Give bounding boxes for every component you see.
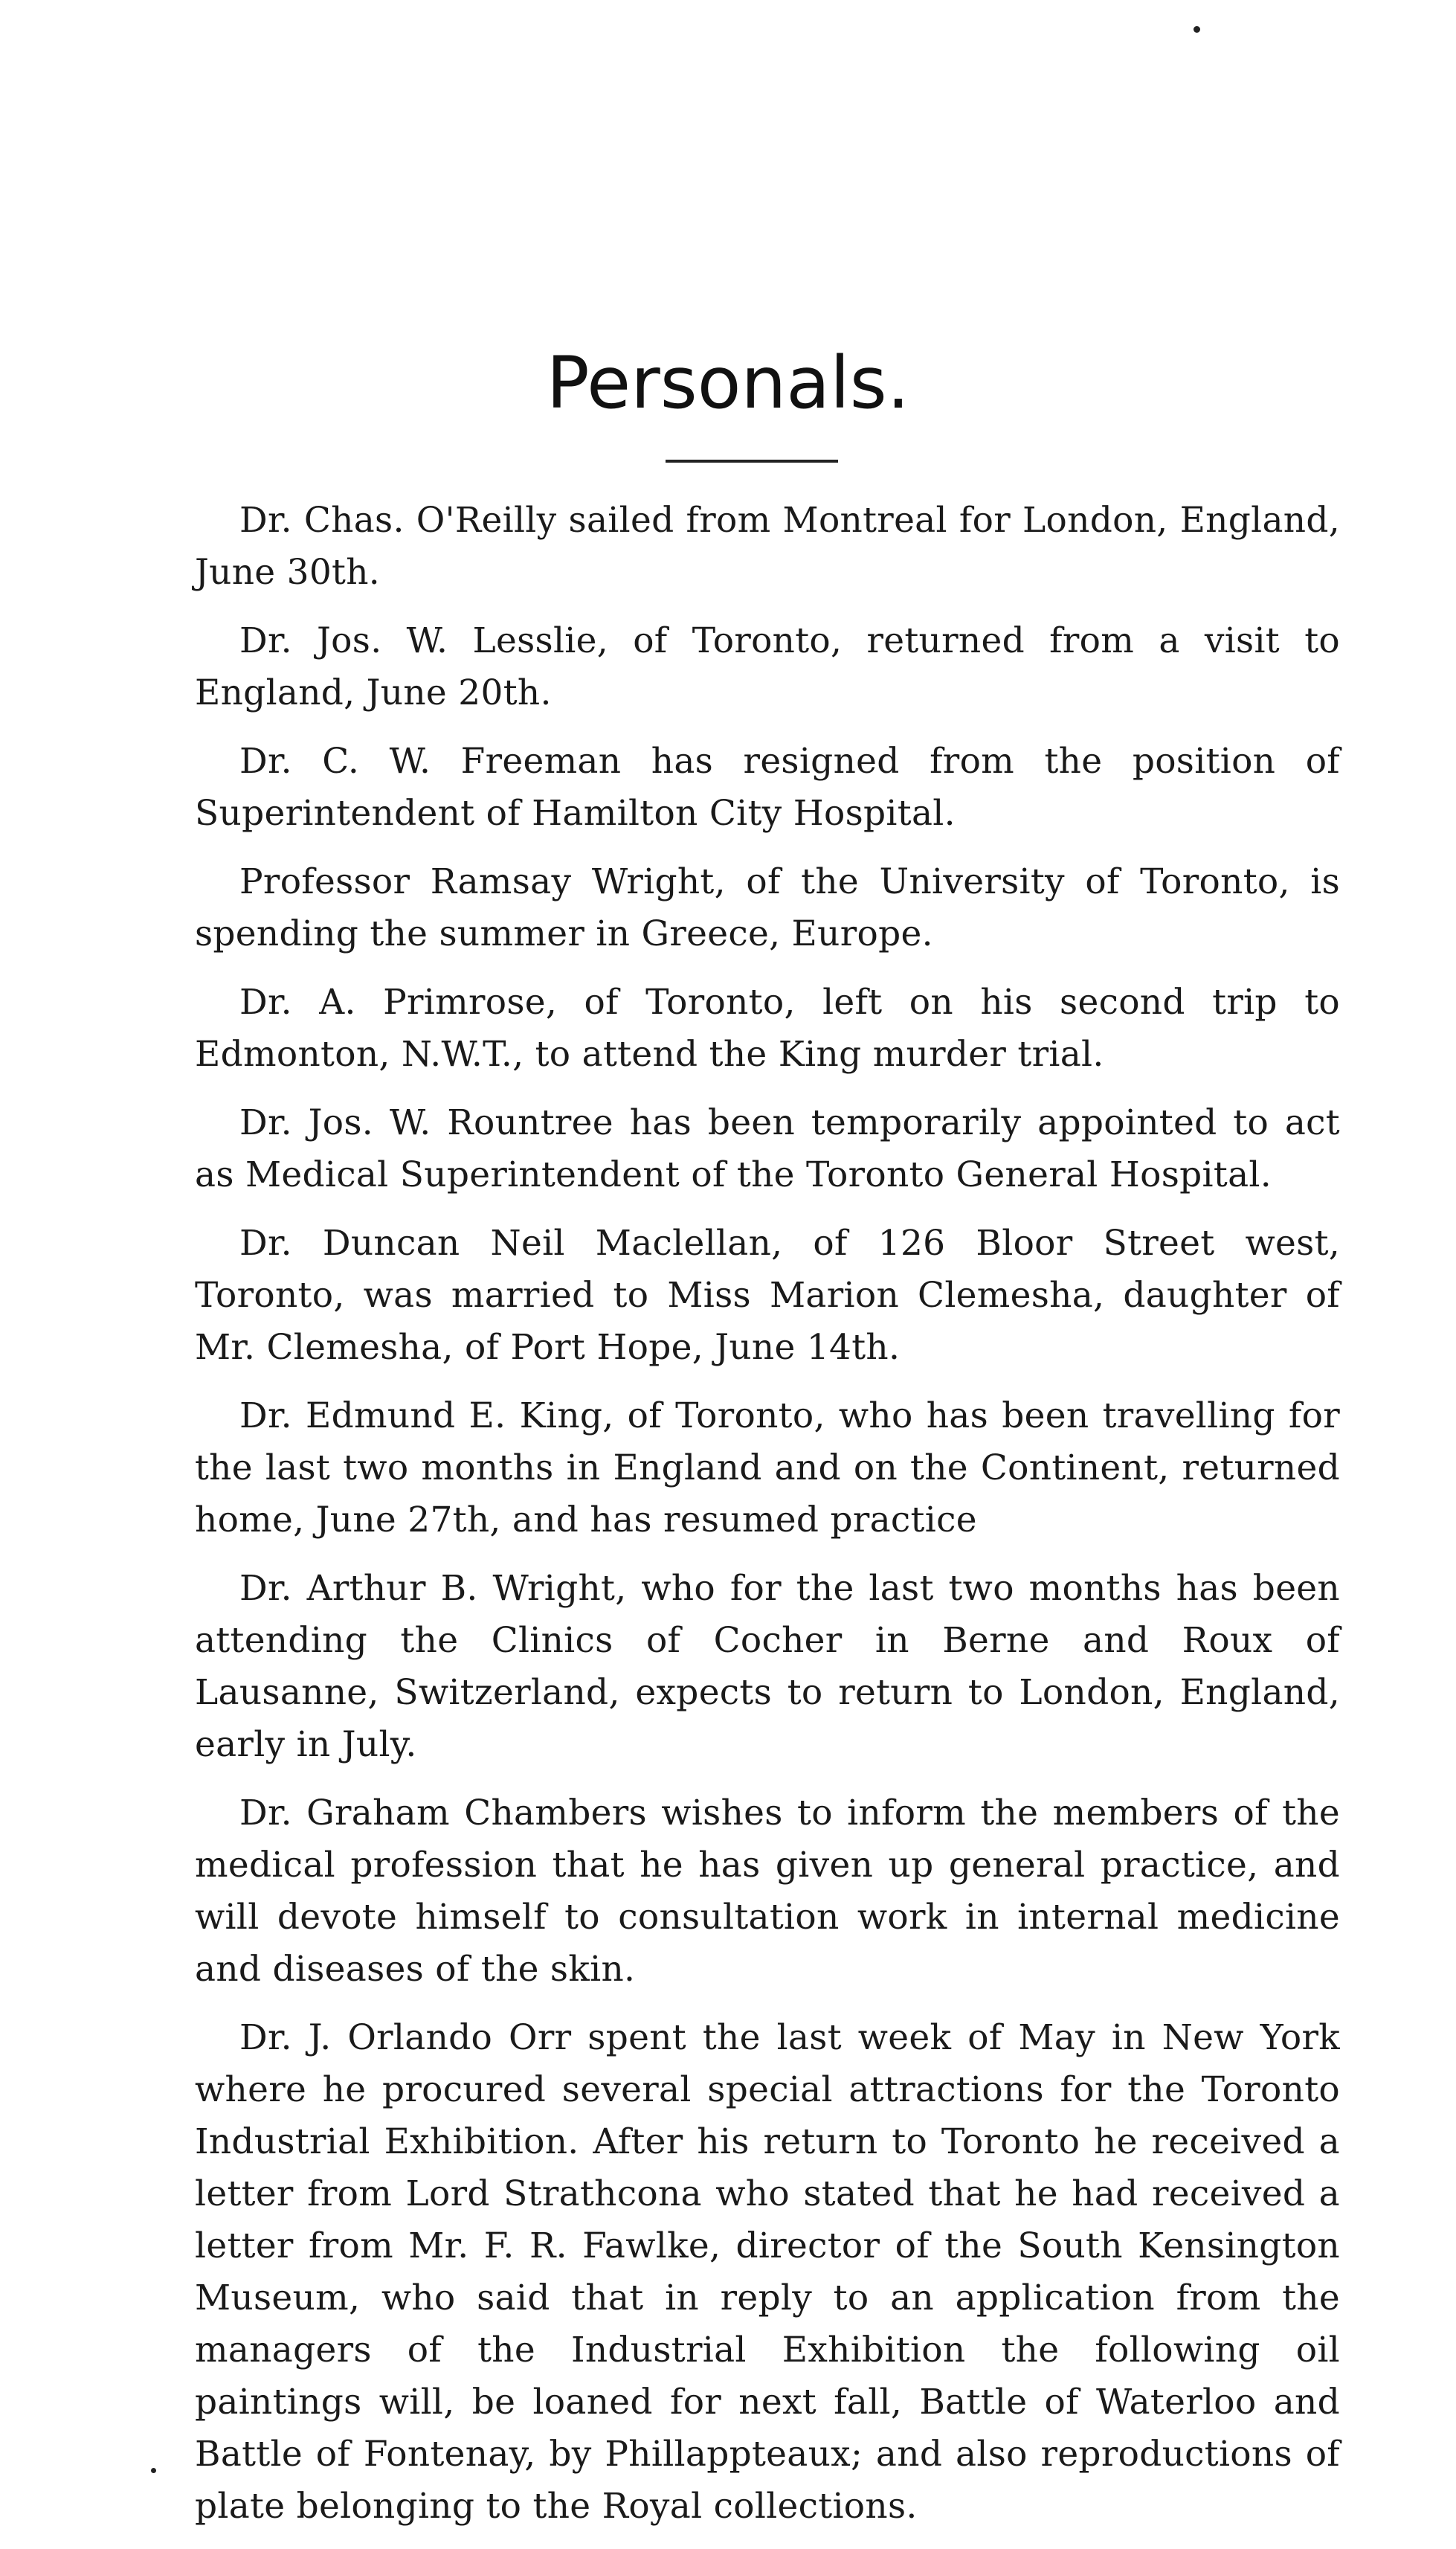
- ink-speck: [1194, 26, 1200, 33]
- ink-speck: [151, 2468, 156, 2473]
- title-rule: [666, 460, 838, 463]
- page-title: Personals.: [546, 341, 910, 425]
- paragraph: Dr. Graham Chambers wishes to inform the members of the medical profession that he has given up general practice, and will devote himself to consultation work in internal medicine and diseases of the skin.: [195, 1793, 1340, 1990]
- paragraph: Dr. A. Primrose, of Toronto, left on his second trip to Edmonton, N.W.T., to attend the King murder trial.: [195, 982, 1340, 1075]
- paragraph: Dr. Duncan Neil Maclellan, of 126 Bloor Street west, Toronto, was married to Miss Marion Clemesha, daughter of Mr. Clemesha, of Port Hope, June 14th.: [195, 1223, 1340, 1368]
- paragraph: Dr. Arthur B. Wright, who for the last two months has been attending the Clinics of Cocher in Berne and Roux of Lausanne, Switzerland, expects to return to London, England, early in July.: [195, 1568, 1340, 1765]
- paragraph: Dr. Edmund E. King, of Toronto, who has been travelling for the last two months in England and on the Continent, returned home, June 27th, and has resumed practice: [195, 1395, 1340, 1540]
- paragraph: Professor Ramsay Wright, of the University of Toronto, is spending the summer in Greece, Europe.: [195, 861, 1340, 954]
- article-body: [195, 495, 1340, 2549]
- paragraph: Dr. J. Orlando Orr spent the last week of May in New York where he procured several special attractions for the Toronto Industrial Exhibition. After his return to Toronto he received a letter from Lord Strathcona who stated that he had received a letter from Mr. F. R. Fawlke, director of the South Kensington Museum, who said that in reply to an application from the managers of the Industrial Exhibition the following oil paintings will, be loaned for next fall, Battle of Waterloo and Battle of Fontenay, by Phillappteaux; and also reproductions of plate belonging to the Royal collections.: [195, 2017, 1340, 2527]
- paragraph: Dr. C. W. Freeman has resigned from the position of Superintendent of Hamilton City Hospital.: [195, 741, 1340, 834]
- paragraph: Dr. Jos. W. Rountree has been temporarily appointed to act as Medical Superintendent of the Toronto General Hospital.: [195, 1102, 1340, 1195]
- paragraph: Dr. Jos. W. Lesslie, of Toronto, returned from a visit to England, June 20th.: [195, 620, 1340, 713]
- paragraph: Dr. Chas. O'Reilly sailed from Montreal for London, England, June 30th.: [195, 500, 1340, 593]
